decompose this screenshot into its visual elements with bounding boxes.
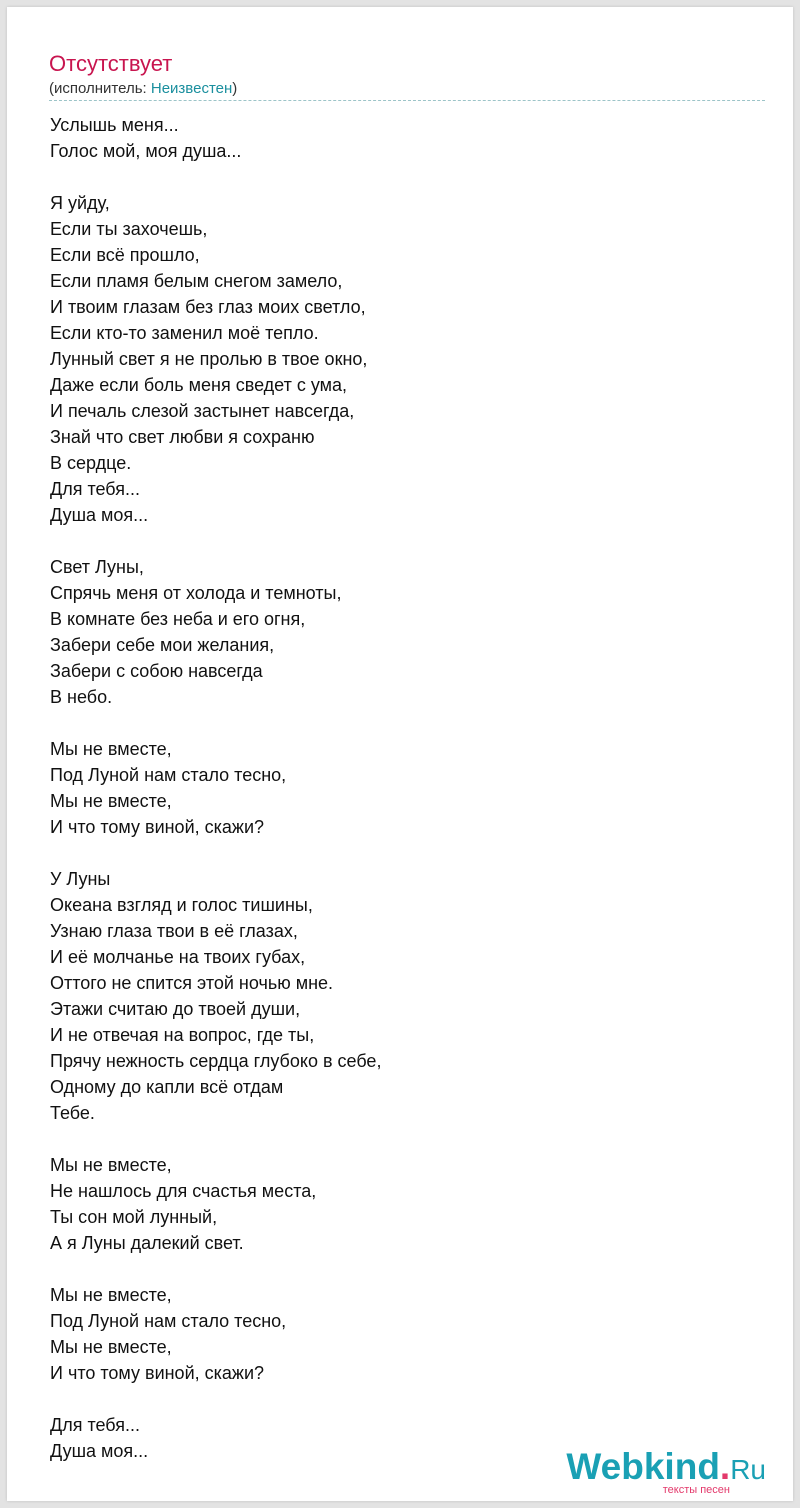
stanza-gap: [50, 1126, 381, 1152]
lyric-line: Для тебя...: [50, 1415, 140, 1435]
lyric-line: В сердце.: [50, 453, 132, 473]
stanza-gap: [50, 1256, 381, 1282]
logo-tagline: тексты песен: [662, 1484, 730, 1496]
header-divider: [49, 100, 765, 101]
lyric-line: И её молчанье на твоих губах,: [50, 947, 306, 967]
lyric-line: Мы не вместе,: [50, 1155, 172, 1175]
lyric-line: Знай что свет любви я сохраню: [50, 427, 315, 447]
lyric-line: Даже если боль меня сведет с ума,: [50, 375, 348, 395]
lyric-line: И печаль слезой застынет навсегда,: [50, 401, 355, 421]
stanza-gap: [50, 1386, 381, 1412]
lyric-line: Душа моя...: [50, 1441, 149, 1461]
lyric-line: Прячу нежность сердца глубоко в себе,: [50, 1051, 382, 1071]
lyric-line: Мы не вместе,: [50, 1285, 172, 1305]
logo-name: Webkind: [566, 1446, 720, 1487]
lyric-line: Под Луной нам стало тесно,: [50, 765, 287, 785]
stanza-gap: [50, 840, 381, 866]
lyric-line: И что тому виной, скажи?: [50, 817, 265, 837]
artist-line: [49, 79, 237, 99]
logo-tld: Ru: [730, 1454, 766, 1485]
lyric-line: Если кто-то заменил моё тепло.: [50, 323, 319, 343]
lyric-line: У Луны: [50, 869, 111, 889]
lyric-line: Одному до капли всё отдам: [50, 1077, 284, 1097]
logo-dot: .: [719, 1446, 731, 1487]
lyric-line: Голос мой, моя душа...: [50, 141, 242, 161]
lyric-line: И не отвечая на вопрос, где ты,: [50, 1025, 315, 1045]
lyric-line: Мы не вместе,: [50, 739, 172, 759]
lyrics-text: [50, 112, 381, 1464]
lyric-line: Свет Луны,: [50, 557, 144, 577]
lyric-line: Забери себе мои желания,: [50, 635, 275, 655]
lyric-line: В комнате без неба и его огня,: [50, 609, 306, 629]
stanza-gap: [50, 164, 381, 190]
lyric-line: Мы не вместе,: [50, 791, 172, 811]
lyric-line: Под Луной нам стало тесно,: [50, 1311, 287, 1331]
lyric-line: Океана взгляд и голос тишины,: [50, 895, 313, 915]
lyrics-card: [7, 7, 793, 1501]
site-logo[interactable]: [566, 1447, 766, 1496]
lyric-line: Узнаю глаза твои в её глазах,: [50, 921, 298, 941]
artist-prefix: (исполнитель:: [49, 80, 151, 97]
lyric-line: Я уйду,: [50, 193, 110, 213]
stanza-gap: [50, 710, 381, 736]
lyric-line: Мы не вместе,: [50, 1337, 172, 1357]
lyric-line: Ты сон мой лунный,: [50, 1207, 218, 1227]
artist-suffix: ): [232, 80, 238, 97]
lyric-line: Не нашлось для счастья места,: [50, 1181, 317, 1201]
lyric-line: Тебе.: [50, 1103, 95, 1123]
lyric-line: А я Луны далекий свет.: [50, 1233, 244, 1253]
lyric-line: Если пламя белым снегом замело,: [50, 271, 343, 291]
lyric-line: Этажи считаю до твоей души,: [50, 999, 301, 1019]
lyric-line: И твоим глазам без глаз моих светло,: [50, 297, 366, 317]
lyric-line: Если ты захочешь,: [50, 219, 208, 239]
lyric-line: Спрячь меня от холода и темноты,: [50, 583, 342, 603]
lyric-line: И что тому виной, скажи?: [50, 1363, 265, 1383]
song-title: Отсутствует: [49, 51, 173, 76]
lyric-line: Если всё прошло,: [50, 245, 200, 265]
lyric-line: Забери с собою навсегда: [50, 661, 263, 681]
lyric-line: Услышь меня...: [50, 115, 179, 135]
stanza-gap: [50, 528, 381, 554]
artist-link[interactable]: Неизвестен: [150, 80, 233, 97]
lyric-line: Лунный свет я не пролью в твое окно,: [50, 349, 368, 369]
lyric-line: Оттого не спится этой ночью мне.: [50, 973, 334, 993]
lyric-line: Душа моя...: [50, 505, 149, 525]
lyric-line: В небо.: [50, 687, 113, 707]
lyric-line: Для тебя...: [50, 479, 140, 499]
